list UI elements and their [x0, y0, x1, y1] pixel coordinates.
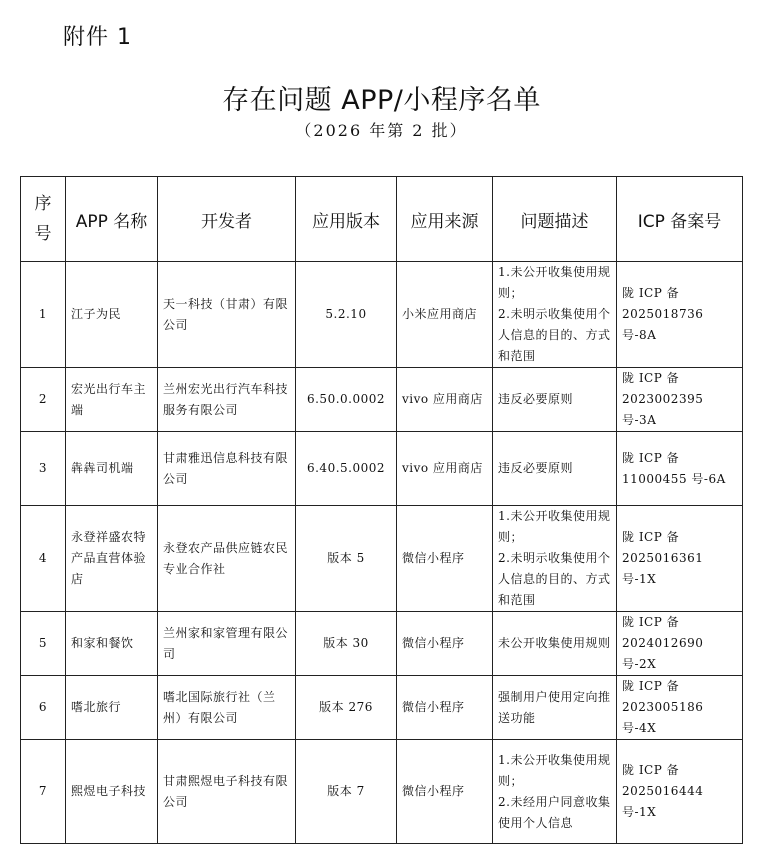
cell-app-name: 宏光出行车主端	[66, 368, 158, 432]
cell-version: 版本 30	[296, 612, 397, 676]
cell-seq: 3	[21, 432, 66, 506]
table-row	[21, 676, 743, 740]
cell-source: vivo 应用商店	[397, 368, 493, 432]
cell-app-name: 和家和餐饮	[66, 612, 158, 676]
cell-icp	[617, 368, 743, 432]
column-header-source: 应用来源	[397, 177, 493, 262]
icp-prefix: 陇 ICP 备	[622, 763, 680, 777]
cell-source: vivo 应用商店	[397, 432, 493, 506]
issue-line: 违反必要原则	[498, 461, 574, 475]
cell-issues	[493, 676, 617, 740]
seq-header-text: 序 号	[34, 194, 52, 244]
cell-app-name: 江子为民	[66, 262, 158, 368]
attachment-label: 附件 1	[63, 25, 132, 50]
cell-issues	[493, 262, 617, 368]
cell-version: 版本 7	[296, 740, 397, 844]
table-row	[21, 740, 743, 844]
issue-line: 违反必要原则	[498, 392, 574, 406]
document-title: 存在问题 APP/小程序名单	[222, 85, 541, 116]
cell-version: 版本 276	[296, 676, 397, 740]
icp-number: 2025016361 号-1X	[622, 551, 704, 586]
icp-prefix: 陇 ICP 备	[622, 530, 680, 544]
column-header-icp: ICP 备案号	[617, 177, 743, 262]
icp-number: 2024012690 号-2X	[622, 636, 704, 671]
cell-developer: 甘肃熙煜电子科技有限公司	[158, 740, 296, 844]
cell-developer: 永登农产品供应链农民专业合作社	[158, 506, 296, 612]
cell-icp	[617, 740, 743, 844]
cell-seq: 7	[21, 740, 66, 844]
cell-app-name: 嗜北旅行	[66, 676, 158, 740]
table-row	[21, 612, 743, 676]
icp-prefix: 陇 ICP 备	[622, 450, 680, 465]
cell-developer: 天一科技（甘肃）有限公司	[158, 262, 296, 368]
icp-prefix: 陇 ICP 备	[622, 371, 680, 385]
issue-line: 强制用户使用定向推送功能	[498, 689, 611, 725]
column-header-developer: 开发者	[158, 177, 296, 262]
cell-developer: 兰州宏光出行汽车科技服务有限公司	[158, 368, 296, 432]
cell-source: 微信小程序	[397, 612, 493, 676]
issue-line: 1.未公开收集使用规则；	[498, 752, 611, 788]
cell-version: 6.50.0.0002	[296, 368, 397, 432]
cell-seq: 5	[21, 612, 66, 676]
table-row	[21, 432, 743, 506]
cell-seq: 6	[21, 676, 66, 740]
issue-line: 1.未公开收集使用规则；	[498, 509, 611, 544]
cell-app-name: 犇犇司机端	[66, 432, 158, 506]
cell-seq: 2	[21, 368, 66, 432]
issue-line: 2.未明示收集使用个人信息的目的、方式和范围	[498, 307, 611, 363]
cell-issues	[493, 740, 617, 844]
column-header-name: APP 名称	[66, 177, 158, 262]
icp-number: 2023005186 号-4X	[622, 700, 704, 735]
icp-number: 2023002395 号-3A	[622, 392, 704, 427]
cell-developer: 甘肃雅迅信息科技有限公司	[158, 432, 296, 506]
app-list-table	[20, 176, 743, 844]
icp-prefix: 陇 ICP 备	[622, 679, 680, 693]
cell-issues	[493, 506, 617, 612]
column-header-seq	[21, 177, 66, 262]
cell-seq: 4	[21, 506, 66, 612]
cell-developer: 嗜北国际旅行社（兰州）有限公司	[158, 676, 296, 740]
cell-icp	[617, 432, 743, 506]
icp-prefix: 陇 ICP 备	[622, 286, 680, 300]
cell-source: 微信小程序	[397, 740, 493, 844]
issue-line: 2.未明示收集使用个人信息的目的、方式和范围	[498, 551, 611, 607]
issue-line: 1.未公开收集使用规则；	[498, 265, 611, 300]
icp-prefix: 陇 ICP 备	[622, 615, 680, 629]
issue-line: 未公开收集使用规则	[498, 636, 611, 650]
table-row	[21, 262, 743, 368]
cell-source: 小米应用商店	[397, 262, 493, 368]
issue-line: 2.未经用户同意收集使用个人信息	[498, 794, 611, 830]
cell-source: 微信小程序	[397, 676, 493, 740]
icp-number: 2025016444 号-1X	[622, 784, 704, 819]
table-row	[21, 368, 743, 432]
cell-icp	[617, 262, 743, 368]
cell-version: 5.2.10	[296, 262, 397, 368]
cell-issues	[493, 432, 617, 506]
cell-version: 6.40.5.0002	[296, 432, 397, 506]
cell-seq: 1	[21, 262, 66, 368]
cell-version: 版本 5	[296, 506, 397, 612]
table-header-row	[21, 177, 743, 262]
document-subtitle: （2026 年第 2 批）	[295, 121, 468, 140]
cell-icp	[617, 676, 743, 740]
cell-app-name: 永登祥盛农特产品直营体验店	[66, 506, 158, 612]
icp-number: 11000455 号-6A	[622, 471, 726, 486]
column-header-version: 应用版本	[296, 177, 397, 262]
table-row	[21, 506, 743, 612]
cell-icp	[617, 506, 743, 612]
cell-source: 微信小程序	[397, 506, 493, 612]
cell-icp	[617, 612, 743, 676]
icp-number: 2025018736 号-8A	[622, 307, 704, 342]
cell-app-name: 熙煜电子科技	[66, 740, 158, 844]
cell-issues	[493, 368, 617, 432]
column-header-issues: 问题描述	[493, 177, 617, 262]
cell-issues	[493, 612, 617, 676]
cell-developer: 兰州家和家管理有限公司	[158, 612, 296, 676]
